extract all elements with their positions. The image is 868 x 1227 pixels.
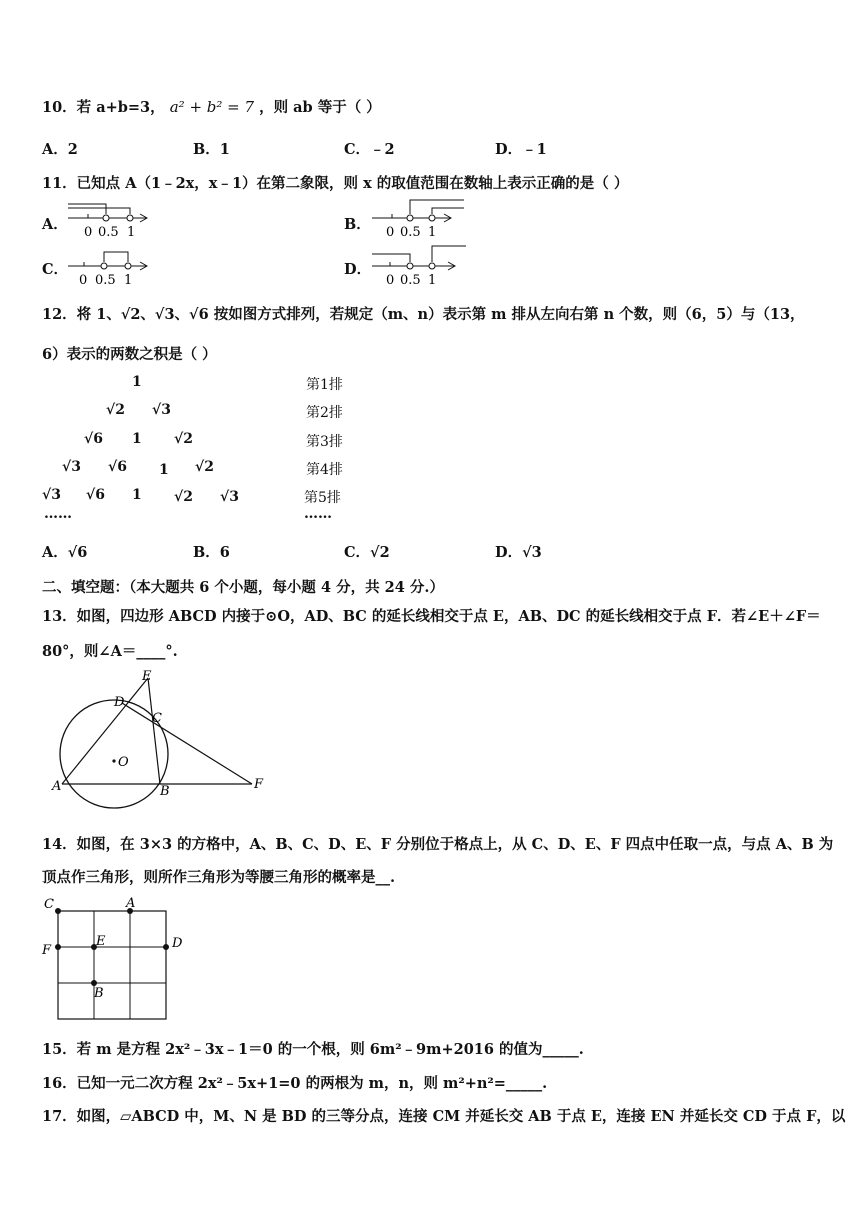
open-dot-one [127,215,133,221]
q10-option-c: C．﹣2 [344,141,395,158]
q12-option-d: D．√3 [495,544,542,561]
open-dot-half [101,263,107,269]
center-dot [112,759,115,762]
q13-circle-figure [44,666,274,801]
q11-number-line-b [370,196,470,240]
q11-stem: 11．已知点 A（1﹣2x，x﹣1）在第二象限，则 x 的取值范围在数轴上表示正确的是（ ） [42,175,629,192]
q10-stem [42,96,381,117]
point-f [55,944,61,950]
open-dot-half [103,215,109,221]
tick-label-one: 1 [127,225,136,240]
row5-item3: 1 [132,487,142,503]
q10-tail: ，则 ab 等于（ ） [259,99,381,116]
tick-label-half: 0.5 [95,273,116,288]
q17-stem: 17．如图，▱ABCD 中，M、N 是 BD 的三等分点，连接 CM 并延长交 AB 于点 E，连接 EN 并延长交 CD 于点 F，以 [42,1108,846,1125]
line-ade [62,678,148,784]
q11-number-line-c [66,244,156,288]
label-f: F [42,943,52,958]
segment-between [104,252,128,262]
q10-formula: a² + b² = 7 [169,98,255,116]
q11-number-line-a [66,196,156,240]
point-d [163,944,169,950]
row5-item1: √3 [42,487,61,503]
row3-item1: √6 [84,431,103,447]
open-dot-one [429,263,435,269]
q12-stem-line2: 6）表示的两数之积是（ ） [42,346,217,363]
q14-stem-line2: 顶点作三角形，则所作三角形为等腰三角形的概率是__. [42,869,396,886]
line-dcf [122,703,252,784]
q12-stem-line1: 12．将 1、√2、√3、√6 按如图方式排列，若规定（m、n）表示第 m 排从左向右第 n 个数，则（6，5）与（13， [42,306,805,323]
row3-item2: 1 [132,431,142,447]
q12-option-a: A．√6 [42,544,88,561]
line-bce [148,678,160,784]
open-dot-one [429,215,435,221]
ray-right [432,246,466,262]
row-label-5: 第5排 [304,490,341,506]
q12-option-b: B．6 [193,544,230,561]
label-c: C [152,711,162,726]
q15-stem: 15．若 m 是方程 2x²﹣3x﹣1＝0 的一个根，则 6m²﹣9m+2016 的值为_____. [42,1041,584,1058]
tick-label-one: 1 [428,273,437,288]
row1-item1: 1 [132,374,142,390]
row-label-2: 第2排 [306,405,343,421]
row4-item2: √6 [108,459,127,475]
q11-option-b-label: B． [344,216,371,233]
open-dot-half [407,215,413,221]
open-dot-one [125,263,131,269]
label-b: B [160,784,170,799]
tick-label-half: 0.5 [98,225,119,240]
ray-left [372,254,410,262]
label-a: A [126,896,136,911]
label-a: A [52,779,62,794]
q14-stem-line1: 14．如图，在 3×3 的方格中，A、B、C、D、E、F 分别位于格点上，从 C、D、E、F 四点中任取一点，与点 A、B 为 [42,836,834,853]
q11-option-a-label: A． [42,216,68,233]
row-label-4: 第4排 [306,462,343,478]
q13-stem-line1: 13．如图，四边形 ABCD 内接于⊙O，AD、BC 的延长线相交于点 E，AB、DC 的延长线相交于点 F．若∠E＋∠F＝ [42,608,821,625]
row4-item4: √2 [195,459,214,475]
q11-option-c-label: C． [42,261,69,278]
row5-item4: √2 [174,489,193,505]
q16-stem: 16．已知一元二次方程 2x²﹣5x+1=0 的两根为 m，n，则 m²+n²=_____. [42,1075,548,1092]
row2-item2: √3 [152,402,171,418]
ray-right-half [410,200,464,214]
tick-label-half: 0.5 [400,225,421,240]
row4-item1: √3 [62,459,81,475]
row3-item3: √2 [174,431,193,447]
label-o: O [118,755,129,770]
q10-option-d: D．﹣1 [495,141,547,158]
q14-grid-figure [38,893,188,1023]
tick-label-0: 0 [386,225,395,240]
row-label-3: 第3排 [306,434,343,450]
label-e: E [142,669,152,684]
label-d: D [114,695,125,710]
row-label-1: 第1排 [306,377,343,393]
rows-ellipsis-right: …… [304,506,332,522]
q10-stem-text: 10．若 a+b=3， [42,99,165,116]
label-f: F [254,777,264,792]
label-e: E [96,934,106,949]
tick-label-0: 0 [79,273,88,288]
ray-left-2 [68,208,130,214]
ray-left [68,204,106,214]
label-d: D [172,936,183,951]
row5-item2: √6 [86,487,105,503]
tick-label-one: 1 [124,273,133,288]
label-c: C [44,897,54,912]
q10-option-b: B．1 [193,141,230,158]
q12-option-c: C．√2 [344,544,390,561]
q11-number-line-d [370,240,470,288]
rows-ellipsis-left: …… [44,506,72,522]
q10-option-a: A．2 [42,141,78,158]
grid-border [58,911,166,1019]
section-2-heading: 二、填空题：（本大题共 6 个小题，每小题 4 分，共 24 分.） [42,579,444,596]
q13-stem-line2: 80°，则∠A＝____°. [42,643,178,660]
point-c [55,908,61,914]
row2-item1: √2 [106,402,125,418]
row5-item5: √3 [220,489,239,505]
q11-option-d-label: D． [344,261,372,278]
open-dot-half [407,263,413,269]
tick-label-one: 1 [428,225,437,240]
tick-label-0: 0 [386,273,395,288]
label-b: B [94,986,104,1001]
tick-label-half: 0.5 [400,273,421,288]
row4-item3: 1 [159,462,169,478]
ray-right-one [432,208,464,214]
tick-label-0: 0 [84,225,93,240]
